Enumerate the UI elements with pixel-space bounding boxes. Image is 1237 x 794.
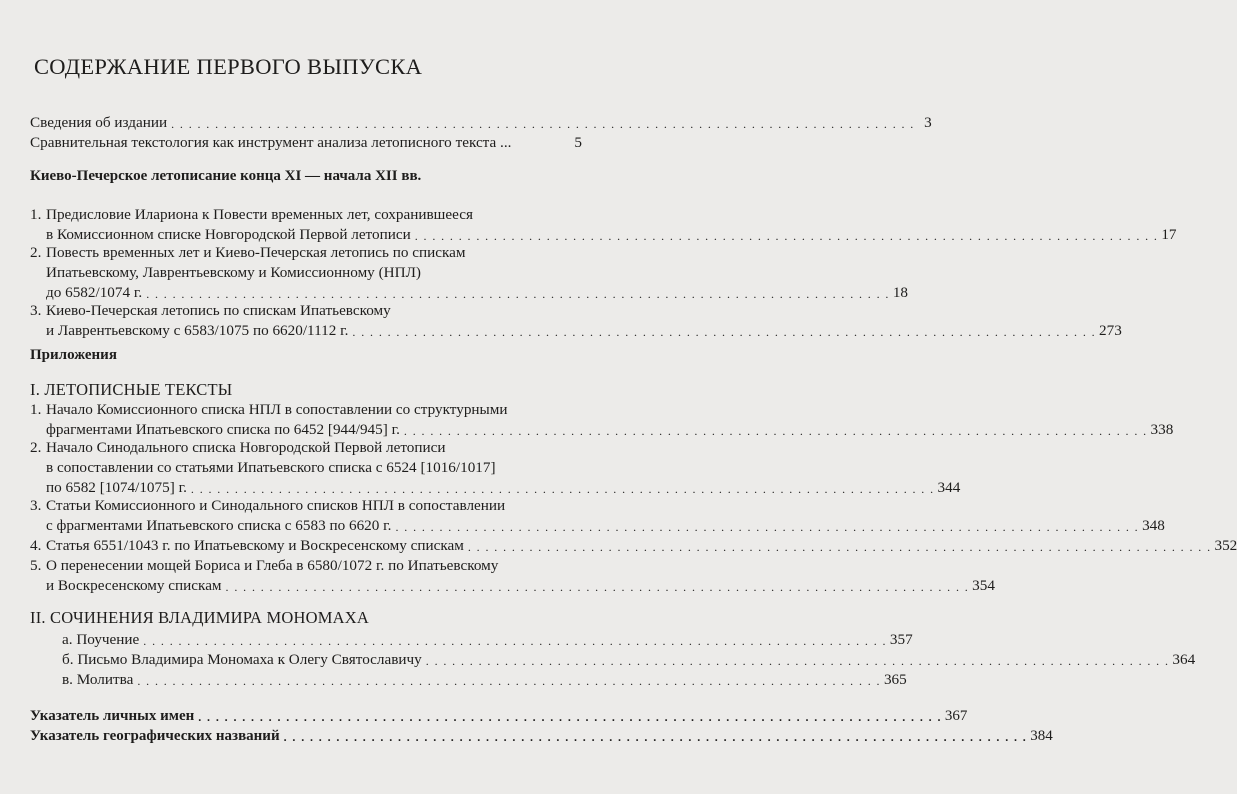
toc-entry-prayer[interactable] [62, 670, 907, 690]
toc-page-number: 348 [1142, 517, 1165, 534]
toc-leader-dots: . . . . . . . . . . . . . . . . . . . . . . . . . . . . . . . . . . . . . . . . . . . . . . . . . . . . . . . . . . . . . . . . . . . . . . . . . . . . . . . . . . . . . [171, 117, 915, 131]
toc-entry-text: и Лаврентьевскому с 6583/1075 по 6620/1112 г. [46, 322, 349, 339]
toc-item-line: Начало Синодального списка Новгородской Первой летописи [46, 439, 446, 456]
toc-entry-text: Указатель личных имен [30, 708, 195, 724]
toc-page-number: 18 [892, 284, 908, 301]
toc-page-number: 17 [1161, 226, 1177, 243]
toc-entry-textology[interactable] [30, 133, 582, 153]
toc-item-line: Начало Комиссионного списка НПЛ в сопоставлении со структурными [46, 401, 508, 418]
toc-leader-dots: . . . . . . . . . . . . . . . . . . . . . . . . . . . . . . . . . . . . . . . . . . . . . . . . . . . . . . . . . . . . . . . . . . . . . . . . . . . . . . . . . . . . . [467, 540, 1212, 554]
toc-entry-text: Сведения об издании [30, 114, 168, 131]
toc-leader-dots: . . . . . . . . . . . . . . . . . . . . . . . . . . . . . . . . . . . . . . . . . . . . . . . . . . . . . . . . . . . . . . . . . . . . . . . . . . . . . . . . . . . . . [283, 730, 1028, 744]
toc-leader-dots: . . . . . . . . . . . . . . . . . . . . . . . . . . . . . . . . . . . . . . . . . . . . . . . . . . . . . . . . . . . . . . . . . . . . . . . . . . . . . . . . . . . . . [190, 482, 935, 496]
toc-item-number: 1. [30, 206, 42, 223]
toc-entry-hilarion[interactable] [46, 225, 1177, 245]
page-title: СОДЕРЖАНИЕ ПЕРВОГО ВЫПУСКА [34, 54, 423, 79]
toc-item-line: Повесть временных лет и Киево-Печерская летопись по спискам [46, 244, 466, 261]
toc-page-number: 338 [1150, 421, 1174, 438]
toc-entry-about[interactable] [30, 113, 932, 133]
toc-page-number: 365 [883, 671, 907, 688]
toc-leader-dots: . . . . . . . . . . . . . . . . . . . . . . . . . . . . . . . . . . . . . . . . . . . . . . . . . . . . . . . . . . . . . . . . . . . . . . . . . . . . . . . . . . . . . [225, 580, 970, 594]
toc-page-number: 5 [574, 134, 582, 151]
section-heading-kiev: Киево-Печерское летописание конца XI — начала XII вв. [30, 168, 422, 184]
toc-page-number: 344 [937, 479, 961, 496]
toc-item-line: Киево-Печерская летопись по спискам Ипатьевскому [46, 302, 391, 319]
section-heading-appendix: Приложения [30, 347, 117, 363]
toc-page-number: 367 [944, 708, 968, 724]
toc-entry-text: в Комиссионном списке Новгородской Первой летописи [46, 226, 411, 243]
toc-entry-text: фрагментами Ипатьевского списка по 6452 [944/945] г. [46, 421, 400, 438]
toc-entry-text: и Воскресенскому спискам [46, 577, 222, 594]
toc-page-number: 352 [1214, 537, 1237, 554]
toc-entry-text: б. Письмо Владимира Мономаха к Олегу Святославичу [62, 651, 422, 668]
toc-entry-text: с фрагментами Ипатьевского списка с 6583 по 6620 г. [46, 517, 392, 534]
toc-leader-dots: . . . . . . . . . . . . . . . . . . . . . . . . . . . . . . . . . . . . . . . . . . . . . . . . . . . . . . . . . . . . . . . . . . . . . . . . . . . . . . . . . . . . . [414, 229, 1159, 243]
toc-item-number: 3. [30, 497, 42, 514]
toc-item-number: 4. [30, 537, 42, 554]
toc-page-number: 3 [924, 114, 932, 131]
toc-page-number: 357 [889, 631, 913, 648]
toc-item-number: 2. [30, 439, 42, 456]
toc-item-line: Ипатьевскому, Лаврентьевскому и Комиссионному (НПЛ) [46, 264, 421, 281]
toc-entry-synodal-list[interactable] [46, 478, 961, 498]
toc-leader-dots: . . . . . . . . . . . . . . . . . . . . . . . . . . . . . . . . . . . . . . . . . . . . . . . . . . . . . . . . . . . . . . . . . . . . . . . . . . . . . . . . . . . . . [403, 424, 1148, 438]
toc-entry-text: Указатель географических названий [30, 728, 280, 744]
toc-entry-text: а. Поучение [62, 631, 140, 648]
toc-item-line: в сопоставлении со статьями Ипатьевского списка с 6524 [1016/1017] [46, 459, 496, 476]
toc-entry-pvl[interactable] [46, 283, 908, 303]
toc-item-number: 2. [30, 244, 42, 261]
toc-page-number: 364 [1172, 651, 1196, 668]
toc-entry-relics[interactable] [46, 576, 995, 596]
toc-item-line: Предисловие Илариона к Повести временных лет, сохранившееся [46, 206, 473, 223]
toc-leader-dots: . . . . . . . . . . . . . . . . . . . . . . . . . . . . . . . . . . . . . . . . . . . . . . . . . . . . . . . . . . . . . . . . . . . . . . . . . . . . . . . . . . . . . [425, 654, 1170, 668]
section-heading-monomakh: II. СОЧИНЕНИЯ ВЛАДИМИРА МОНОМАХА [30, 608, 369, 627]
toc-item-line: Статьи Комиссионного и Синодального списков НПЛ в сопоставлении [46, 497, 506, 514]
toc-leader-dots: . . . . . . . . . . . . . . . . . . . . . . . . . . . . . . . . . . . . . . . . . . . . . . . . . . . . . . . . . . . . . . . . . . . . . . . . . . . . . . . . . . . . . [143, 634, 887, 648]
toc-item-number: 5. [30, 557, 42, 574]
toc-entry-index-geo[interactable] [30, 726, 1053, 746]
toc-leader-dots: . . . . . . . . . . . . . . . . . . . . . . . . . . . . . . . . . . . . . . . . . . . . . . . . . . . . . . . . . . . . . . . . . . . . . . . . . . . . . . . . . . . . . [198, 710, 942, 724]
toc-leader-dots: . . . . . . . . . . . . . . . . . . . . . . . . . . . . . . . . . . . . . . . . . . . . . . . . . . . . . . . . . . . . . . . . . . . . . . . . . . . . . . . . . . . . . [352, 325, 1097, 339]
toc-entry-commission-list[interactable] [46, 420, 1174, 440]
toc-entry-text: до 6582/1074 г. [46, 284, 143, 301]
toc-leader-dots: . . . . . . . . . . . . . . . . . . . . . . . . . . . . . . . . . . . . . . . . . . . . . . . . . . . . . . . . . . . . . . . . . . . . . . . . . . . . . . . . . . . . . [137, 674, 881, 688]
toc-page-number: 273 [1099, 322, 1122, 339]
toc-page-number: 384 [1030, 728, 1053, 744]
toc-page-number: 354 [972, 577, 995, 594]
toc-entry-instruction[interactable] [62, 630, 913, 650]
toc-item-number: 3. [30, 302, 42, 319]
toc-entry-kiev-pechersk[interactable] [46, 321, 1122, 341]
toc-entry-article-6551[interactable] [30, 536, 1237, 556]
toc-entry-articles-npl[interactable] [46, 516, 1165, 536]
toc-item-number: 1. [30, 401, 42, 418]
toc-entry-text: по 6582 [1074/1075] г. [46, 479, 187, 496]
toc-entry-text: в. Молитва [62, 671, 134, 688]
toc-entry-index-names[interactable] [30, 706, 968, 726]
toc-leader-dots: . . . . . . . . . . . . . . . . . . . . . . . . . . . . . . . . . . . . . . . . . . . . . . . . . . . . . . . . . . . . . . . . . . . . . . . . . . . . . . . . . . . . . [146, 287, 890, 301]
toc-item-line: О перенесении мощей Бориса и Глеба в 6580/1072 г. по Ипатьевскому [46, 557, 499, 574]
toc-entry-text: Сравнительная текстология как инструмент анализа летописного текста ... [30, 134, 512, 151]
toc-entry-letter[interactable] [62, 650, 1196, 670]
toc-entry-text: Статья 6551/1043 г. по Ипатьевскому и Воскресенскому спискам [46, 537, 464, 554]
section-heading-chronicle-texts: I. ЛЕТОПИСНЫЕ ТЕКСТЫ [30, 380, 233, 399]
toc-leader-dots: . . . . . . . . . . . . . . . . . . . . . . . . . . . . . . . . . . . . . . . . . . . . . . . . . . . . . . . . . . . . . . . . . . . . . . . . . . . . . . . . . . . . . [395, 520, 1140, 534]
